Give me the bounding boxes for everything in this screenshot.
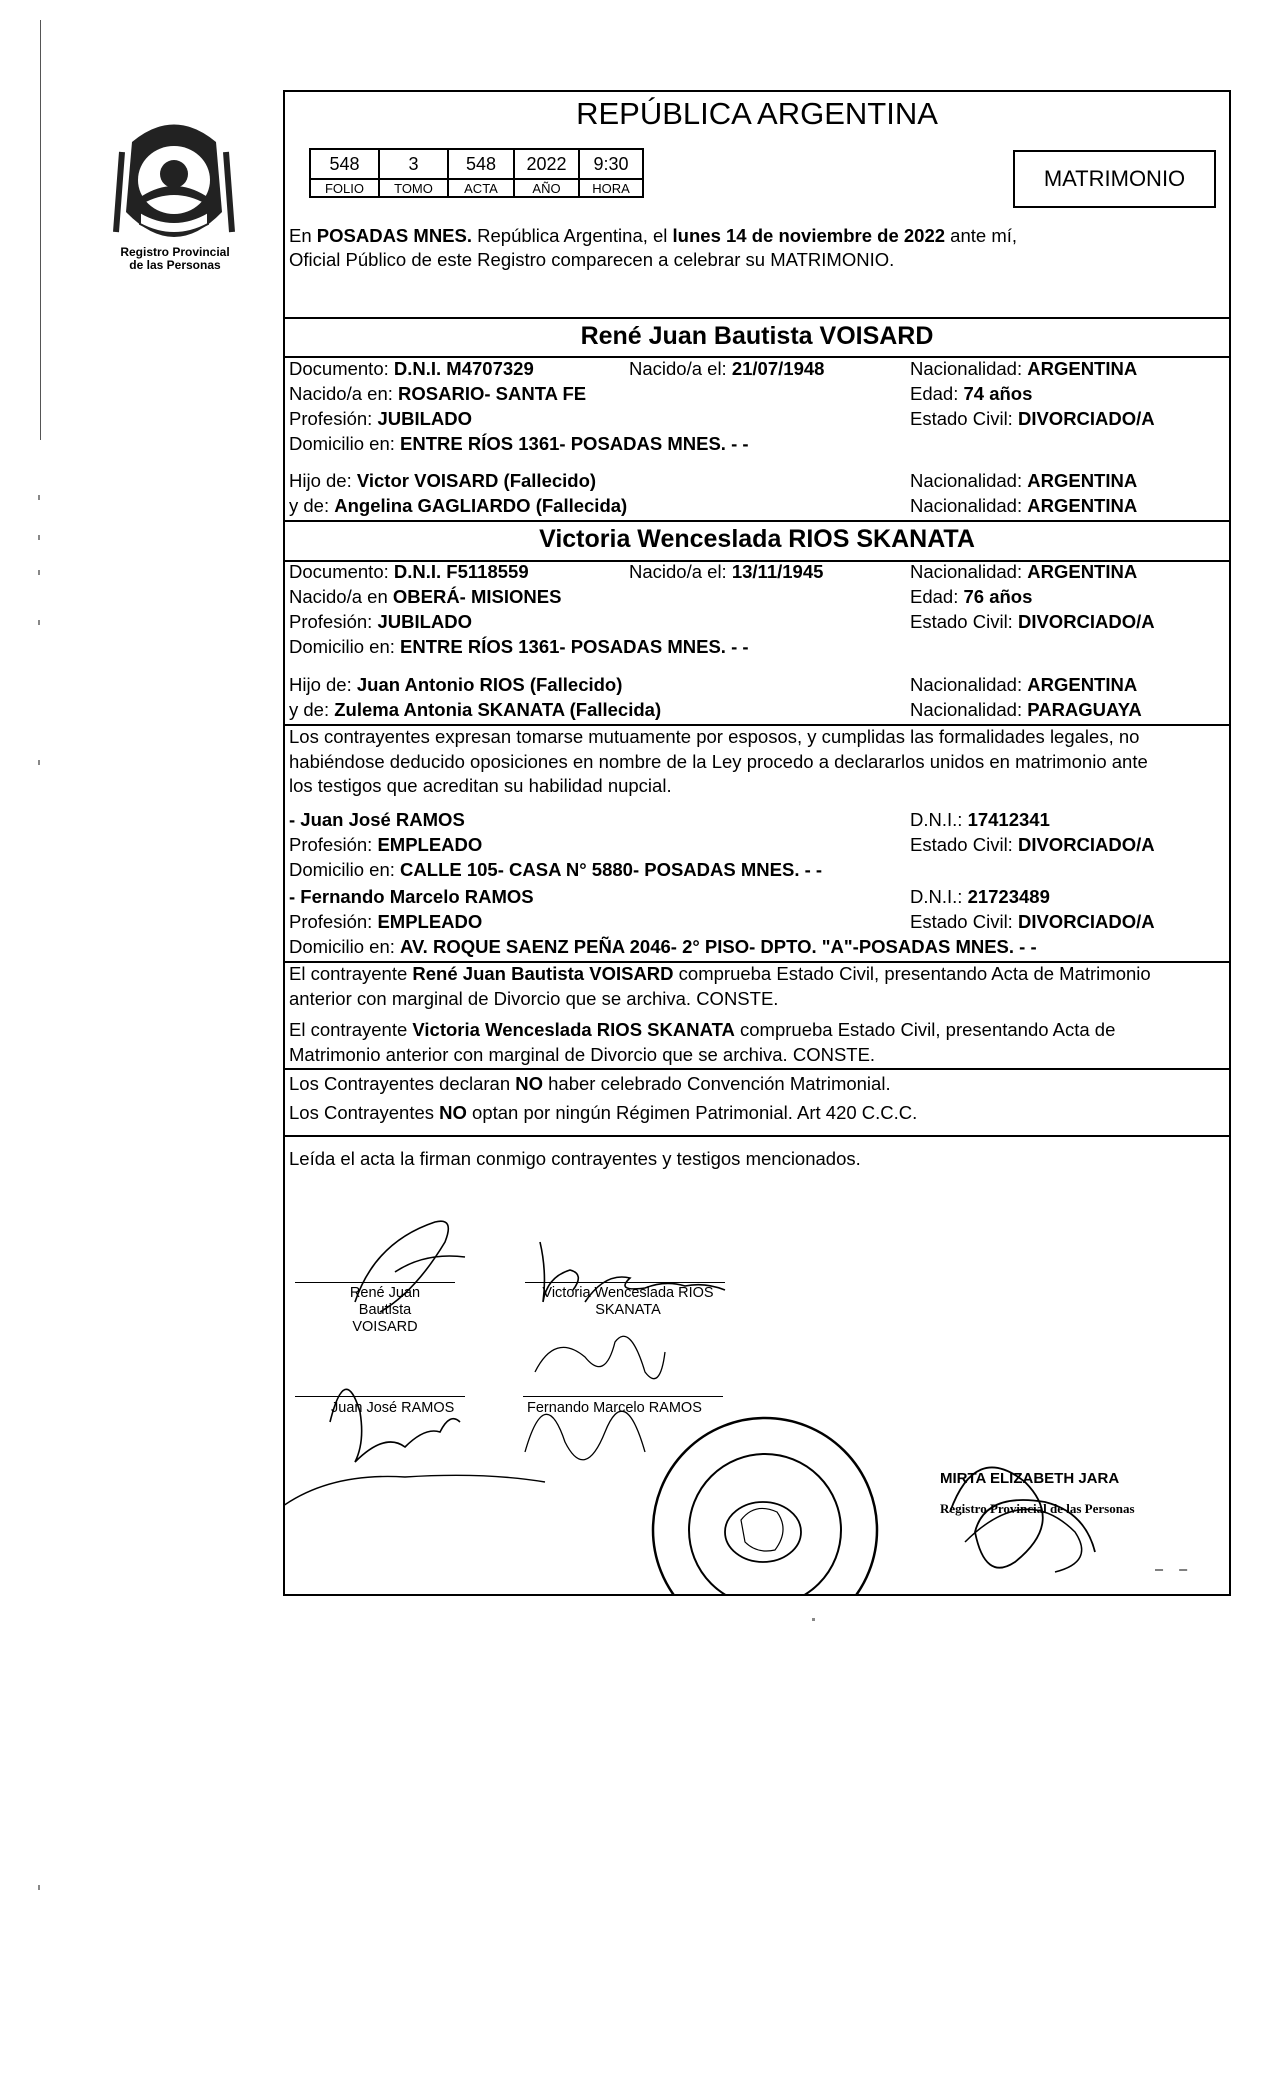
party1-address: Domicilio en: ENTRE RÍOS 1361- POSADAS MNES. - -	[289, 433, 749, 454]
witness2-name: - Fernando Marcelo RAMOS	[289, 886, 534, 907]
signature-label-victoria: Victoria Wenceslada RIOS SKANATA	[542, 1285, 714, 1318]
signature-line	[295, 1282, 455, 1283]
declaration-paragraph	[289, 725, 1225, 799]
party2-father: Hijo de: Juan Antonio RIOS (Fallecido)	[289, 674, 623, 695]
certificate-type-box: MATRIMONIO	[1013, 150, 1216, 208]
party1-nationality: Nacionalidad: ARGENTINA	[910, 358, 1138, 379]
party1-name: René Juan Bautista VOISARD	[580, 322, 934, 350]
signature-label-fernando: Fernando Marcelo RAMOS	[527, 1400, 702, 1416]
registry-reference-table	[309, 148, 644, 198]
registry-caption-line1: Registro Provincial	[120, 245, 230, 259]
witness1-address: Domicilio en: CALLE 105- CASA N° 5880- POSADAS MNES. - -	[289, 859, 823, 880]
divider	[285, 1135, 1229, 1137]
registry-stamp	[653, 1418, 877, 1594]
folio-label: FOLIO	[310, 179, 379, 197]
patrimonial-regime-note: Los Contrayentes NO optan por ningún Régimen Patrimonial. Art 420 C.C.C.	[289, 1102, 918, 1123]
folio-value: 548	[310, 149, 379, 179]
party1-born: Nacido/a el: 21/07/1948	[629, 358, 825, 379]
party2-address: Domicilio en: ENTRE RÍOS 1361- POSADAS MNES. - -	[289, 636, 749, 657]
party1-mother: y de: Angelina GAGLIARDO (Fallecida)	[289, 495, 628, 516]
civil-status-note-1: El contrayente René Juan Bautista VOISARD comprueba Estado Civil, presentando Acta de Matrimonio anterior con marginal de Divorcio que se archiva. CONSTE.	[289, 963, 1151, 1009]
hora-label: HORA	[579, 179, 643, 197]
tomo-label: TOMO	[379, 179, 448, 197]
declaration-line: habiéndose deducido oposiciones en nombre de la Ley procedo a declararlos unidos en matrimonio ante	[289, 750, 1148, 772]
party2-age: Edad: 76 años	[910, 586, 1033, 607]
signature-line	[523, 1396, 723, 1397]
party2-nationality: Nacionalidad: ARGENTINA	[910, 561, 1138, 582]
signature-label-juan-jose: Juan José RAMOS	[331, 1400, 455, 1416]
party1-profession: Profesión: JUBILADO	[289, 408, 472, 429]
witness2-dni: D.N.I.: 21723489	[910, 886, 1050, 907]
party1-mother-nationality: Nacionalidad: ARGENTINA	[910, 495, 1138, 516]
party2-mother-nationality: Nacionalidad: PARAGUAYA	[910, 699, 1142, 720]
party1-father-nationality: Nacionalidad: ARGENTINA	[910, 470, 1138, 491]
misiones-coat-of-arms-logo	[112, 112, 236, 252]
intro-date: lunes 14 de noviembre de 2022	[672, 225, 946, 246]
witness2-profession: Profesión: EMPLEADO	[289, 911, 483, 932]
party2-born: Nacido/a el: 13/11/1945	[629, 561, 824, 582]
party2-document: Documento: D.N.I. F5118559	[289, 561, 529, 582]
official-title: Registro Provincial de las Personas	[940, 1501, 1135, 1516]
acta-value: 548	[448, 149, 514, 179]
marriage-certificate	[283, 90, 1231, 1596]
party2-profession: Profesión: JUBILADO	[289, 611, 472, 632]
signatures-area	[285, 1182, 1229, 1594]
divider	[285, 1068, 1229, 1070]
anio-label: AÑO	[514, 179, 579, 197]
witness2-address: Domicilio en: AV. ROQUE SAENZ PEÑA 2046- 2° PISO- DPTO. "A"-POSADAS MNES. - -	[289, 936, 1037, 957]
anio-value: 2022	[514, 149, 579, 179]
witness2-civil-status: Estado Civil: DIVORCIADO/A	[910, 911, 1155, 932]
party2-civil-status: Estado Civil: DIVORCIADO/A	[910, 611, 1155, 632]
registry-caption	[100, 246, 250, 272]
certificate-title: REPÚBLICA ARGENTINA	[576, 96, 938, 131]
party1-birthplace: Nacido/a en: ROSARIO- SANTA FE	[289, 383, 587, 404]
party2-name: Victoria Wenceslada RIOS SKANATA	[539, 525, 975, 553]
civil-status-note-2: El contrayente Victoria Wenceslada RIOS SKANATA comprueba Estado Civil, presentando Acta de Matrimonio anterior con marginal de Divorcio que se archiva. CONSTE.	[289, 1019, 1116, 1065]
witness1-dni: D.N.I.: 17412341	[910, 809, 1050, 830]
hora-value: 9:30	[579, 149, 643, 179]
party1-age: Edad: 74 años	[910, 383, 1033, 404]
signature-label-rene: René Juan Bautista VOISARD	[349, 1285, 421, 1335]
witness1-profession: Profesión: EMPLEADO	[289, 834, 483, 855]
dash-mark: – –	[1155, 1562, 1194, 1578]
signature-line	[295, 1396, 465, 1397]
party1-civil-status: Estado Civil: DIVORCIADO/A	[910, 408, 1155, 429]
party2-father-nationality: Nacionalidad: ARGENTINA	[910, 674, 1138, 695]
closing-statement: Leída el acta la firman conmigo contrayentes y testigos mencionados.	[289, 1148, 861, 1169]
declaration-line: los testigos que acreditan su habilidad nupcial.	[289, 775, 672, 796]
intro-line-1: En POSADAS MNES. República Argentina, el lunes 14 de noviembre de 2022 ante mí,	[289, 225, 1018, 246]
divider	[285, 520, 1229, 522]
signature-line	[525, 1282, 725, 1283]
witness1-civil-status: Estado Civil: DIVORCIADO/A	[910, 834, 1155, 855]
margin-line	[40, 20, 41, 440]
registry-caption-line2: de las Personas	[129, 258, 221, 272]
declaration-line: Los contrayentes expresan tomarse mutuamente por esposos, y cumplidas las formalidades legales, no	[289, 726, 1140, 747]
intro-place: POSADAS MNES.	[316, 225, 472, 246]
divider	[285, 317, 1229, 319]
convention-note: Los Contrayentes declaran NO haber celebrado Convención Matrimonial.	[289, 1073, 891, 1094]
intro-line-2: Oficial Público de este Registro comparecen a celebrar su MATRIMONIO.	[289, 249, 895, 270]
party1-father: Hijo de: Victor VOISARD (Fallecido)	[289, 470, 597, 491]
acta-label: ACTA	[448, 179, 514, 197]
party1-document: Documento: D.N.I. M4707329	[289, 358, 534, 379]
party2-mother: y de: Zulema Antonia SKANATA (Fallecida)	[289, 699, 662, 720]
witness1-name: - Juan José RAMOS	[289, 809, 465, 830]
party2-birthplace: Nacido/a en OBERÁ- MISIONES	[289, 586, 562, 607]
official-name: MIRTA ELIZABETH JARA	[940, 1470, 1120, 1487]
tomo-value: 3	[379, 149, 448, 179]
fernando-signature	[525, 1411, 645, 1460]
